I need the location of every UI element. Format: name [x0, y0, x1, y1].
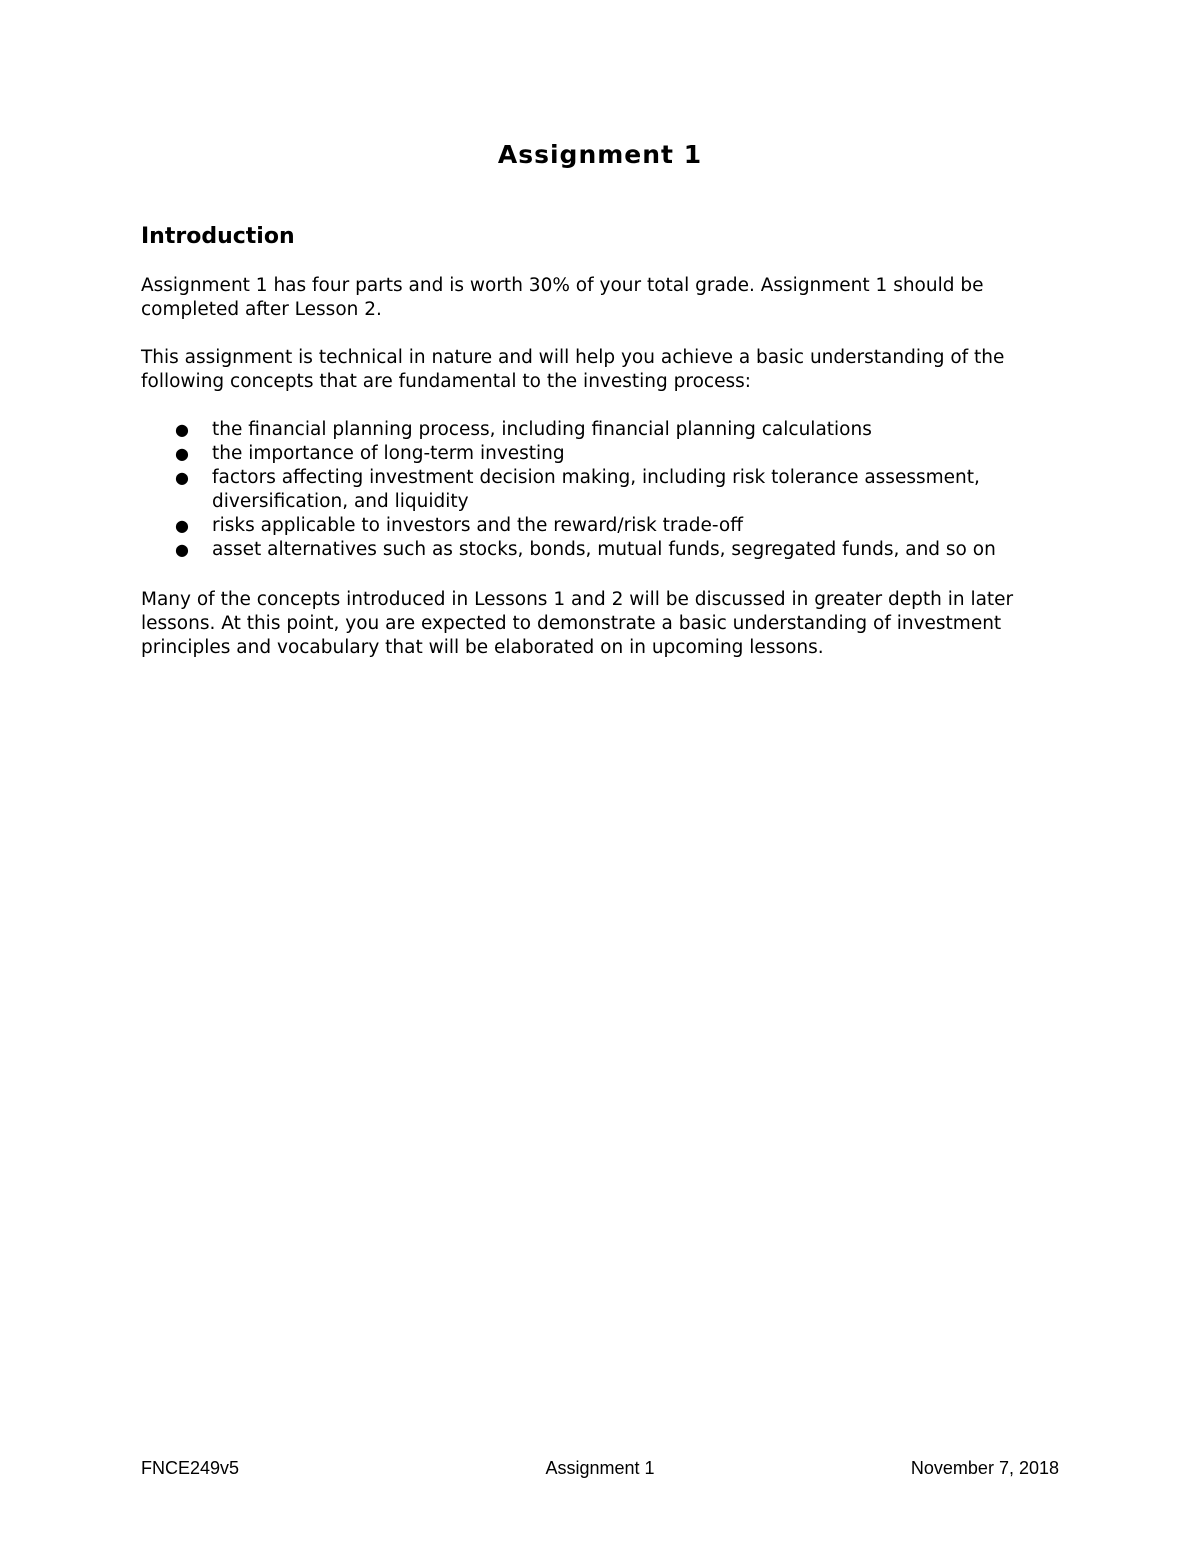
list-item — [141, 442, 1061, 466]
list-item-text: the financial planning process, including financial planning calculations — [212, 419, 872, 440]
intro-paragraph-1: Assignment 1 has four parts and is worth 30% of your total grade. Assignment 1 should be completed after Lesson 2. — [141, 275, 984, 320]
footer-title: Assignment 1 — [545, 1458, 655, 1478]
page-title: Assignment 1 — [497, 140, 703, 169]
bullet-icon: ● — [175, 468, 189, 487]
intro-paragraph-2: This assignment is technical in nature and will help you achieve a basic understanding of the following concepts that are fundamental to the investing process: — [141, 347, 1005, 392]
list-item-text: asset alternatives such as stocks, bonds, mutual funds, segregated funds, and so on — [212, 539, 996, 560]
introduction-heading: Introduction — [141, 224, 295, 249]
bullet-icon: ● — [175, 444, 189, 463]
list-item — [141, 514, 1061, 538]
list-item — [141, 418, 1061, 442]
bullet-icon: ● — [175, 516, 189, 535]
bullet-icon: ● — [175, 540, 189, 559]
intro-paragraph-3: Many of the concepts introduced in Lessons 1 and 2 will be discussed in greater depth in later lessons. At this point, you are expected to demonstrate a basic understanding of investment principles and vocabulary that will be elaborated on in upcoming lessons. — [141, 589, 1014, 658]
list-item-text: factors affecting investment decision making, including risk tolerance assessment, diversification, and liquidity — [212, 467, 980, 512]
page-footer — [141, 1458, 1059, 1484]
concepts-list — [141, 418, 1061, 562]
document-body — [141, 222, 1061, 684]
footer-course-code: FNCE249v5 — [141, 1458, 240, 1478]
list-item — [141, 538, 1061, 562]
list-item — [141, 466, 1061, 514]
footer-date: November 7, 2018 — [910, 1458, 1059, 1478]
list-item-text: risks applicable to investors and the reward/risk trade-off — [212, 515, 743, 536]
list-item-text: the importance of long-term investing — [212, 443, 565, 464]
bullet-icon: ● — [175, 420, 189, 439]
